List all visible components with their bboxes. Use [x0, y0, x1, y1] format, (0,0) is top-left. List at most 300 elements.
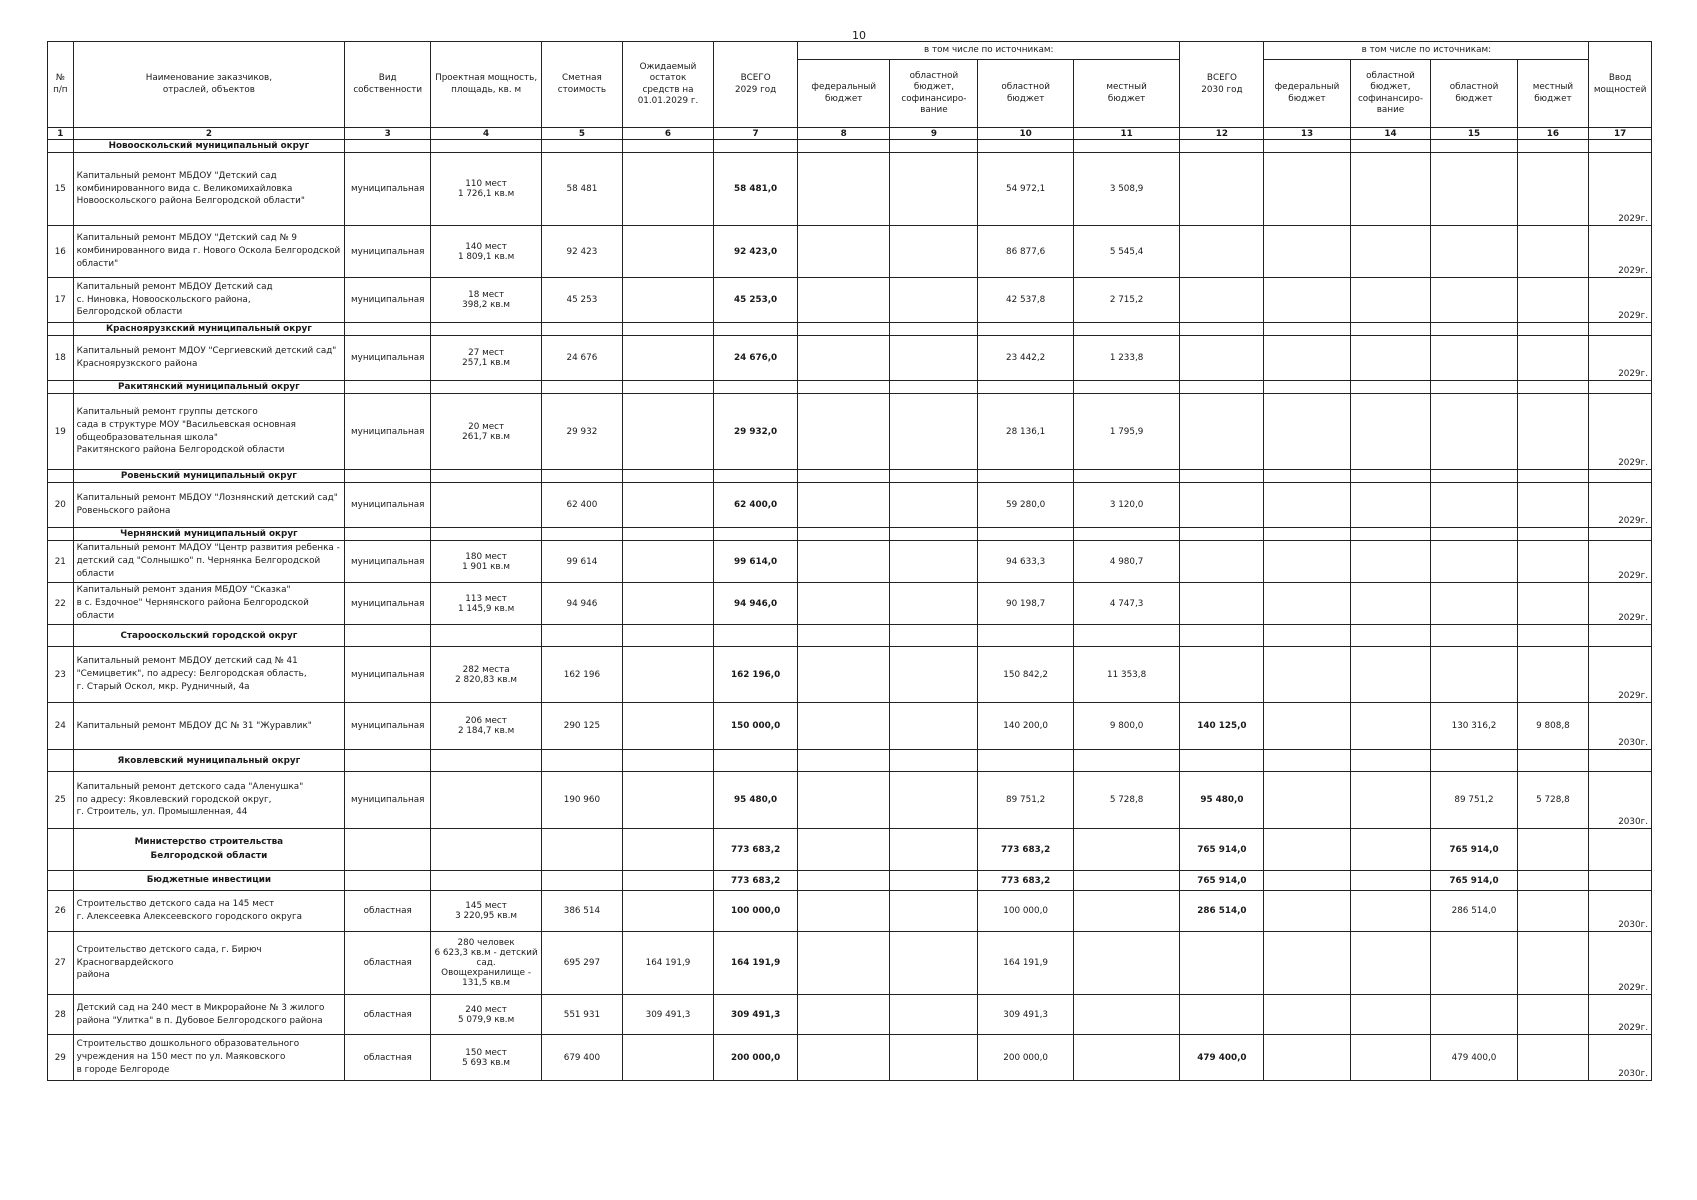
empty-cell [890, 528, 978, 541]
local-2030 [1517, 483, 1589, 528]
regional-2030: 765 914,0 [1431, 871, 1517, 891]
column-number: 2 [73, 128, 345, 140]
section-row [48, 625, 1652, 647]
empty-cell [1073, 381, 1180, 394]
commissioning-year: 2029г. [1589, 932, 1652, 995]
header-num: № п/п [48, 42, 74, 128]
item-number: 27 [48, 932, 74, 995]
regional-cofin-2030 [1350, 394, 1431, 470]
local-2030 [1517, 647, 1589, 703]
object-name: Капитальный ремонт МАДОУ "Центр развития ребенка - детский сад "Солнышко" п. Чернянка Белгородской области [73, 541, 345, 583]
item-number: 16 [48, 226, 74, 278]
table-header [48, 42, 1652, 140]
estimated-cost: 29 932 [541, 394, 622, 470]
regional-2029: 773 683,2 [978, 871, 1073, 891]
regional-cofin-2029 [890, 995, 978, 1035]
local-2029: 1 233,8 [1073, 336, 1180, 381]
regional-2029: 54 972,1 [978, 153, 1073, 226]
estimated-cost: 386 514 [541, 891, 622, 932]
federal-2030 [1264, 871, 1350, 891]
capacity: 27 мест 257,1 кв.м [431, 336, 542, 381]
column-number: 6 [622, 128, 713, 140]
empty-cell [714, 323, 798, 336]
column-number: 16 [1517, 128, 1589, 140]
local-2029 [1073, 932, 1180, 995]
empty-cell [1517, 323, 1589, 336]
empty-cell [1350, 625, 1431, 647]
commissioning-year: 2029г. [1589, 394, 1652, 470]
remainder-2029 [622, 583, 713, 625]
local-2030 [1517, 278, 1589, 323]
column-number: 15 [1431, 128, 1517, 140]
total-2029: 773 683,2 [714, 829, 798, 871]
remainder-2029 [622, 647, 713, 703]
federal-2029 [798, 278, 890, 323]
summary-row [48, 829, 1652, 871]
empty-cell [622, 528, 713, 541]
commissioning-year: 2030г. [1589, 891, 1652, 932]
local-2029 [1073, 829, 1180, 871]
federal-2030 [1264, 772, 1350, 829]
federal-2030 [1264, 647, 1350, 703]
regional-2030 [1431, 394, 1517, 470]
regional-2029: 59 280,0 [978, 483, 1073, 528]
empty-cell [431, 470, 542, 483]
section-title: Новооскольский муниципальный округ [73, 140, 345, 153]
empty-cell [890, 750, 978, 772]
column-number: 13 [1264, 128, 1350, 140]
local-2029: 1 795,9 [1073, 394, 1180, 470]
estimated-cost: 695 297 [541, 932, 622, 995]
ownership-type: муниципальная [345, 703, 431, 750]
empty-cell [431, 140, 542, 153]
total-2029: 773 683,2 [714, 871, 798, 891]
empty-cell [1264, 625, 1350, 647]
total-2030: 479 400,0 [1180, 1035, 1264, 1081]
capacity: 145 мест 3 220,95 кв.м [431, 891, 542, 932]
summary-row [48, 871, 1652, 891]
empty-cell [431, 381, 542, 394]
remainder-2029 [622, 153, 713, 226]
section-num-cell [48, 140, 74, 153]
empty-cell [1264, 140, 1350, 153]
empty-cell [1589, 381, 1652, 394]
total-2029: 95 480,0 [714, 772, 798, 829]
capacity: 280 человек 6 623,3 кв.м - детский сад. Овощехранилище - 131,5 кв.м [431, 932, 542, 995]
capacity [431, 772, 542, 829]
empty-cell [1350, 323, 1431, 336]
ownership-type: областная [345, 891, 431, 932]
empty-cell [541, 323, 622, 336]
total-2030 [1180, 483, 1264, 528]
empty-cell [890, 625, 978, 647]
regional-cofin-2030 [1350, 703, 1431, 750]
local-2029 [1073, 871, 1180, 891]
empty-cell [714, 750, 798, 772]
regional-2029: 94 633,3 [978, 541, 1073, 583]
estimated-cost: 94 946 [541, 583, 622, 625]
empty-cell [798, 750, 890, 772]
local-2029: 4 980,7 [1073, 541, 1180, 583]
header-regional-2029: областной бюджет [978, 60, 1073, 128]
total-2029: 62 400,0 [714, 483, 798, 528]
table-body [48, 140, 1652, 1081]
regional-cofin-2029 [890, 541, 978, 583]
empty-cell [714, 625, 798, 647]
empty-cell [978, 625, 1073, 647]
commissioning-year: 2029г. [1589, 278, 1652, 323]
section-title: Ровеньский муниципальный округ [73, 470, 345, 483]
empty-cell [978, 528, 1073, 541]
column-number: 7 [714, 128, 798, 140]
empty-cell [1431, 625, 1517, 647]
commissioning-year: 2029г. [1589, 995, 1652, 1035]
section-num-cell [48, 323, 74, 336]
total-2030 [1180, 583, 1264, 625]
header-local-2029: местный бюджет [1073, 60, 1180, 128]
ownership-type: муниципальная [345, 153, 431, 226]
total-2030 [1180, 995, 1264, 1035]
empty-cell [541, 625, 622, 647]
empty-cell [541, 381, 622, 394]
federal-2030 [1264, 891, 1350, 932]
estimated-cost: 290 125 [541, 703, 622, 750]
empty-cell [714, 381, 798, 394]
federal-2030 [1264, 703, 1350, 750]
total-2029: 29 932,0 [714, 394, 798, 470]
local-2030 [1517, 226, 1589, 278]
empty-cell [714, 528, 798, 541]
local-2030 [1517, 995, 1589, 1035]
regional-cofin-2030 [1350, 226, 1431, 278]
table-row [48, 772, 1652, 829]
total-2030 [1180, 226, 1264, 278]
regional-2030 [1431, 153, 1517, 226]
empty-cell [1350, 750, 1431, 772]
empty-cell [345, 323, 431, 336]
local-2030 [1517, 153, 1589, 226]
federal-2029 [798, 583, 890, 625]
remainder-2029 [622, 541, 713, 583]
regional-cofin-2029 [890, 703, 978, 750]
total-2030 [1180, 394, 1264, 470]
total-2030: 95 480,0 [1180, 772, 1264, 829]
regional-cofin-2029 [890, 932, 978, 995]
ownership-type: областная [345, 1035, 431, 1081]
header-commissioning: Ввод мощностей [1589, 42, 1652, 128]
column-number: 3 [345, 128, 431, 140]
commissioning-year: 2029г. [1589, 647, 1652, 703]
section-row [48, 381, 1652, 394]
object-name: Капитальный ремонт МБДОУ "Детский сад № 9 комбинированного вида г. Нового Оскола Белгородской области" [73, 226, 345, 278]
empty-cell [1589, 323, 1652, 336]
section-num-cell [48, 470, 74, 483]
empty-cell [1180, 528, 1264, 541]
empty-cell [714, 140, 798, 153]
empty-cell [1350, 528, 1431, 541]
empty-cell [890, 470, 978, 483]
total-2030 [1180, 932, 1264, 995]
column-number: 5 [541, 128, 622, 140]
commissioning-year: 2030г. [1589, 772, 1652, 829]
empty-cell [1517, 528, 1589, 541]
empty-cell [622, 625, 713, 647]
regional-cofin-2030 [1350, 995, 1431, 1035]
regional-cofin-2030 [1350, 483, 1431, 528]
commissioning-year: 2029г. [1589, 583, 1652, 625]
federal-2029 [798, 932, 890, 995]
commissioning-year: 2029г. [1589, 153, 1652, 226]
column-number: 14 [1350, 128, 1431, 140]
remainder-2029 [622, 871, 713, 891]
item-number: 15 [48, 153, 74, 226]
empty-cell [1264, 750, 1350, 772]
total-2029: 92 423,0 [714, 226, 798, 278]
capacity: 206 мест 2 184,7 кв.м [431, 703, 542, 750]
item-number: 21 [48, 541, 74, 583]
local-2030 [1517, 829, 1589, 871]
item-number [48, 829, 74, 871]
regional-cofin-2029 [890, 1035, 978, 1081]
empty-cell [1073, 750, 1180, 772]
estimated-cost: 24 676 [541, 336, 622, 381]
table-row [48, 541, 1652, 583]
object-name: Капитальный ремонт МБДОУ "Лознянский детский сад" Ровеньского района [73, 483, 345, 528]
object-name: Министерство строительства Белгородской области [73, 829, 345, 871]
item-number: 17 [48, 278, 74, 323]
object-name: Капитальный ремонт МБДОУ детский сад № 41 "Семицветик", по адресу: Белгородская область, г. Старый Оскол, мкр. Рудничный, 4а [73, 647, 345, 703]
object-name: Капитальный ремонт детского сада "Аленушка" по адресу: Яковлевский городской округ, г. Строитель, ул. Промышленная, 44 [73, 772, 345, 829]
capacity [431, 871, 542, 891]
commissioning-year: 2029г. [1589, 336, 1652, 381]
table-row [48, 153, 1652, 226]
table-row [48, 891, 1652, 932]
commissioning-year [1589, 871, 1652, 891]
ownership-type: муниципальная [345, 394, 431, 470]
regional-2029: 773 683,2 [978, 829, 1073, 871]
regional-2030: 765 914,0 [1431, 829, 1517, 871]
table-row [48, 278, 1652, 323]
empty-cell [345, 528, 431, 541]
federal-2030 [1264, 153, 1350, 226]
empty-cell [1589, 625, 1652, 647]
empty-cell [1431, 470, 1517, 483]
regional-2029: 86 877,6 [978, 226, 1073, 278]
federal-2029 [798, 871, 890, 891]
empty-cell [798, 381, 890, 394]
header-sources-2029: в том числе по источникам: [798, 42, 1180, 60]
local-2029: 5 728,8 [1073, 772, 1180, 829]
object-name: Капитальный ремонт МБДОУ "Детский сад комбинированного вида с. Великомихайловка Новооскольского района Белгородской области" [73, 153, 345, 226]
empty-cell [622, 381, 713, 394]
ownership-type [345, 871, 431, 891]
item-number: 18 [48, 336, 74, 381]
column-number: 4 [431, 128, 542, 140]
federal-2029 [798, 153, 890, 226]
regional-2029: 164 191,9 [978, 932, 1073, 995]
regional-cofin-2029 [890, 772, 978, 829]
capacity: 140 мест 1 809,1 кв.м [431, 226, 542, 278]
capacity: 180 мест 1 901 кв.м [431, 541, 542, 583]
empty-cell [1589, 528, 1652, 541]
capacity: 282 места 2 820,83 кв.м [431, 647, 542, 703]
total-2030 [1180, 278, 1264, 323]
ownership-type: областная [345, 932, 431, 995]
header-regional-cofin-2030: областной бюджет, софинансиро- вание [1350, 60, 1431, 128]
total-2029: 99 614,0 [714, 541, 798, 583]
page-number: 10 [852, 29, 866, 42]
federal-2029 [798, 1035, 890, 1081]
item-number: 29 [48, 1035, 74, 1081]
section-num-cell [48, 750, 74, 772]
object-name: Детский сад на 240 мест в Микрорайоне № 3 жилого района "Улитка" в п. Дубовое Белгородского района [73, 995, 345, 1035]
local-2030: 5 728,8 [1517, 772, 1589, 829]
local-2029: 3 508,9 [1073, 153, 1180, 226]
empty-cell [978, 381, 1073, 394]
total-2030: 140 125,0 [1180, 703, 1264, 750]
column-number: 11 [1073, 128, 1180, 140]
header-total-2029: ВСЕГО 2029 год [714, 42, 798, 128]
ownership-type: муниципальная [345, 336, 431, 381]
empty-cell [622, 323, 713, 336]
regional-2029: 89 751,2 [978, 772, 1073, 829]
local-2030: 9 808,8 [1517, 703, 1589, 750]
regional-cofin-2029 [890, 647, 978, 703]
section-title: Ракитянский муниципальный округ [73, 381, 345, 394]
local-2030 [1517, 541, 1589, 583]
federal-2030 [1264, 583, 1350, 625]
total-2030: 765 914,0 [1180, 871, 1264, 891]
header-remainder: Ожидаемый остаток средств на 01.01.2029 г. [622, 42, 713, 128]
federal-2030 [1264, 226, 1350, 278]
ownership-type: муниципальная [345, 226, 431, 278]
total-2030: 765 914,0 [1180, 829, 1264, 871]
federal-2029 [798, 891, 890, 932]
federal-2030 [1264, 932, 1350, 995]
object-name: Бюджетные инвестиции [73, 871, 345, 891]
column-number: 17 [1589, 128, 1652, 140]
regional-2030 [1431, 647, 1517, 703]
ownership-type: муниципальная [345, 278, 431, 323]
regional-cofin-2029 [890, 226, 978, 278]
item-number: 19 [48, 394, 74, 470]
estimated-cost: 45 253 [541, 278, 622, 323]
item-number: 24 [48, 703, 74, 750]
regional-cofin-2030 [1350, 932, 1431, 995]
regional-cofin-2029 [890, 336, 978, 381]
capacity: 150 мест 5 693 кв.м [431, 1035, 542, 1081]
empty-cell [1180, 323, 1264, 336]
empty-cell [1264, 470, 1350, 483]
regional-cofin-2029 [890, 153, 978, 226]
capacity: 20 мест 261,7 кв.м [431, 394, 542, 470]
item-number: 22 [48, 583, 74, 625]
empty-cell [1264, 323, 1350, 336]
regional-2030 [1431, 226, 1517, 278]
empty-cell [978, 323, 1073, 336]
ownership-type [345, 829, 431, 871]
federal-2029 [798, 647, 890, 703]
empty-cell [431, 323, 542, 336]
regional-cofin-2030 [1350, 772, 1431, 829]
header-federal-2029: федеральный бюджет [798, 60, 890, 128]
remainder-2029 [622, 891, 713, 932]
regional-cofin-2029 [890, 583, 978, 625]
remainder-2029 [622, 336, 713, 381]
federal-2029 [798, 772, 890, 829]
remainder-2029 [622, 278, 713, 323]
empty-cell [1073, 528, 1180, 541]
regional-2030: 89 751,2 [1431, 772, 1517, 829]
empty-cell [978, 470, 1073, 483]
table-row [48, 394, 1652, 470]
empty-cell [345, 625, 431, 647]
object-name: Капитальный ремонт МБДОУ ДС № 31 "Журавлик" [73, 703, 345, 750]
regional-2030 [1431, 336, 1517, 381]
local-2030 [1517, 871, 1589, 891]
remainder-2029: 164 191,9 [622, 932, 713, 995]
total-2030 [1180, 541, 1264, 583]
ownership-type: областная [345, 995, 431, 1035]
estimated-cost: 99 614 [541, 541, 622, 583]
federal-2029 [798, 541, 890, 583]
regional-cofin-2030 [1350, 647, 1431, 703]
capacity: 110 мест 1 726,1 кв.м [431, 153, 542, 226]
empty-cell [1073, 140, 1180, 153]
column-number: 9 [890, 128, 978, 140]
total-2029: 45 253,0 [714, 278, 798, 323]
regional-2030: 286 514,0 [1431, 891, 1517, 932]
regional-2030 [1431, 278, 1517, 323]
object-name: Капитальный ремонт МБДОУ Детский сад с. Ниновка, Новооскольского района, Белгородской области [73, 278, 345, 323]
empty-cell [1517, 470, 1589, 483]
empty-cell [431, 528, 542, 541]
federal-2029 [798, 226, 890, 278]
remainder-2029: 309 491,3 [622, 995, 713, 1035]
table-row [48, 483, 1652, 528]
item-number: 20 [48, 483, 74, 528]
regional-cofin-2030 [1350, 891, 1431, 932]
regional-cofin-2030 [1350, 541, 1431, 583]
object-name: Строительство детского сада на 145 мест г. Алексеевка Алексеевского городского округа [73, 891, 345, 932]
estimated-cost: 58 481 [541, 153, 622, 226]
item-number: 23 [48, 647, 74, 703]
empty-cell [798, 140, 890, 153]
section-row [48, 528, 1652, 541]
object-name: Капитальный ремонт группы детского сада в структуре МОУ "Васильевская основная общеобразовательная школа" Ракитянского района Белгородской области [73, 394, 345, 470]
header-name: Наименование заказчиков, отраслей, объектов [73, 42, 345, 128]
commissioning-year: 2029г. [1589, 541, 1652, 583]
local-2029: 5 545,4 [1073, 226, 1180, 278]
local-2029: 9 800,0 [1073, 703, 1180, 750]
table-row [48, 226, 1652, 278]
federal-2030 [1264, 394, 1350, 470]
ownership-type: муниципальная [345, 772, 431, 829]
regional-cofin-2029 [890, 871, 978, 891]
local-2029 [1073, 891, 1180, 932]
capacity [431, 483, 542, 528]
empty-cell [1589, 750, 1652, 772]
empty-cell [1517, 381, 1589, 394]
table-row [48, 703, 1652, 750]
empty-cell [1180, 750, 1264, 772]
total-2029: 94 946,0 [714, 583, 798, 625]
regional-2030 [1431, 483, 1517, 528]
section-title: Красноярузкский муниципальный округ [73, 323, 345, 336]
estimated-cost [541, 829, 622, 871]
section-row [48, 470, 1652, 483]
object-name: Капитальный ремонт МДОУ "Сергиевский детский сад" Красноярузкского района [73, 336, 345, 381]
